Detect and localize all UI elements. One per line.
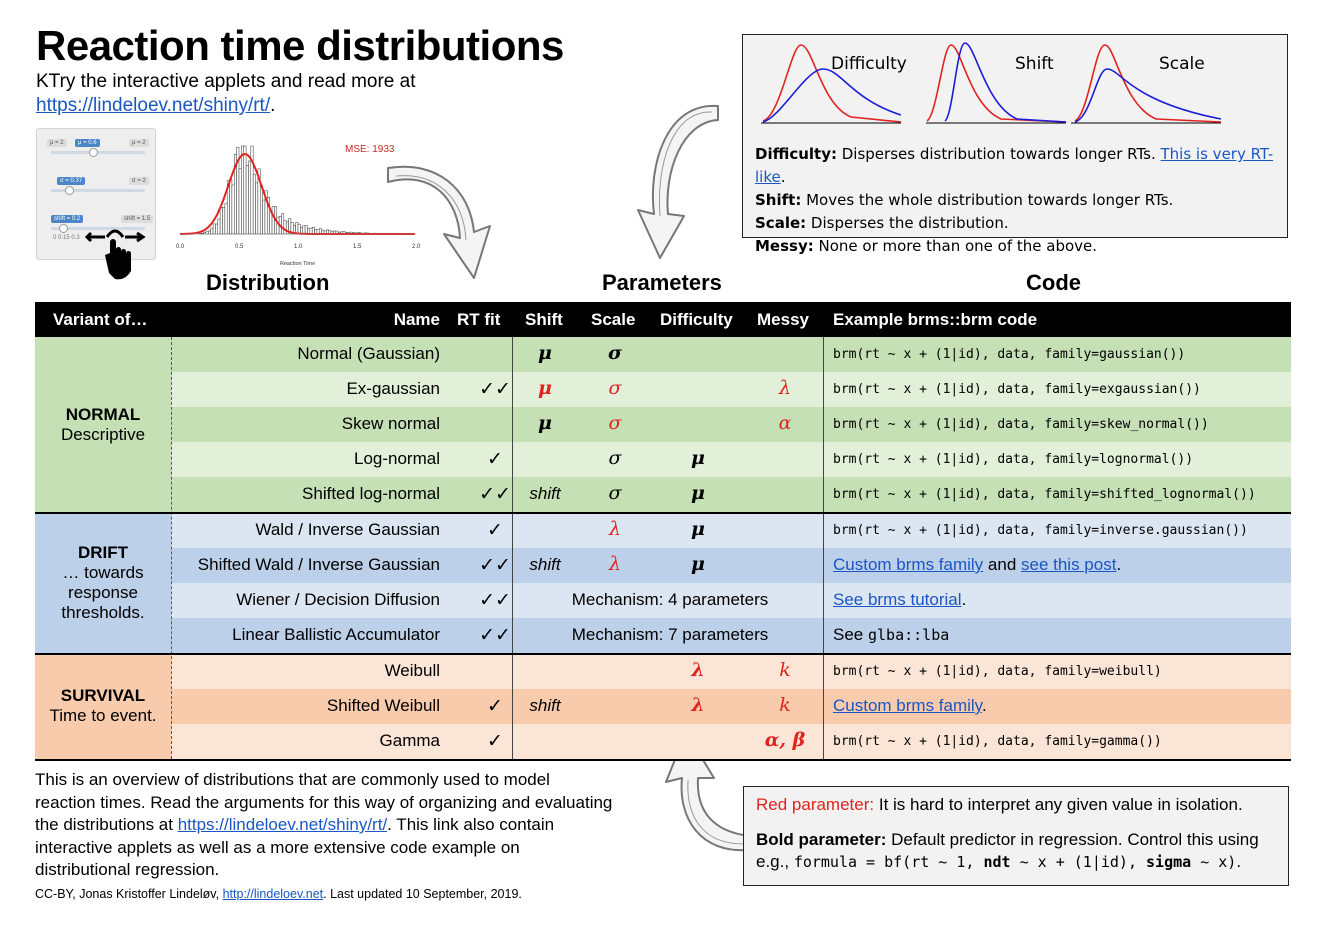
histogram-bar bbox=[218, 219, 220, 234]
histogram-bar bbox=[220, 207, 222, 234]
mu-slider-label: μ = 0.6 bbox=[75, 139, 100, 147]
def-shift: Shift: Moves the whole distribution towards longer RTs. bbox=[755, 191, 1174, 209]
col-shift: Shift bbox=[525, 310, 563, 329]
legend-red: Red parameter: It is hard to interpret any given value in isolation. bbox=[756, 795, 1243, 814]
histogram-tick: 0.0 bbox=[176, 244, 185, 250]
histogram-bar bbox=[222, 208, 224, 234]
brms-tutorial-link[interactable]: See brms tutorial bbox=[833, 590, 962, 609]
variant-survival: SURVIVAL Time to event. bbox=[35, 654, 171, 759]
histogram-bar bbox=[204, 232, 206, 234]
mu-slider[interactable] bbox=[51, 151, 145, 154]
credit-line: CC-BY, Jonas Kristoffer Lindeløv, http://lindeloev.net. Last updated 10 September, 2019. bbox=[35, 887, 522, 901]
curve-label-scale: Scale bbox=[1159, 54, 1205, 74]
page-title: Reaction time distributions bbox=[36, 22, 564, 69]
histogram-tick: 1.0 bbox=[294, 244, 303, 250]
histogram-bar bbox=[241, 146, 243, 234]
overview-paragraph: This is an overview of distributions that are commonly used to model reaction times. Read the arguments for this way of organizing and evaluating the distributions at https://lindeloev.net/shiny/rt/. This link also contain interactive applets as well as a more extensive code example on distributional regression. bbox=[35, 770, 613, 879]
def-scale: Scale: Disperses the distribution. bbox=[755, 214, 1009, 232]
histogram-bar bbox=[298, 224, 300, 234]
histogram-bar bbox=[284, 220, 286, 234]
histogram-bar bbox=[213, 224, 215, 234]
histogram-bar bbox=[208, 231, 210, 234]
custom-family-link-2[interactable]: Custom brms family bbox=[833, 696, 982, 715]
histogram-bar bbox=[303, 226, 305, 234]
see-this-post-link[interactable]: see this post bbox=[1021, 555, 1117, 574]
table-row: Wald / Inverse Gaussian ✓ λ μ brm(rt ~ x + (1|id), data, family=inverse.gaussian()) bbox=[35, 513, 1291, 548]
col-difficulty: Difficulty bbox=[660, 310, 733, 329]
table-header bbox=[35, 302, 1291, 337]
table-row: Log-normal ✓ σ μ brm(rt ~ x + (1|id), data, family=lognormal()) bbox=[35, 442, 1291, 477]
applet-screenshot: μ = 0.6 μ = 2 μ = 2 σ = 0.37 σ = 2 shift = 0.2 shift = 1.5 0 0.15 0.3 bbox=[36, 128, 156, 260]
histogram-bar bbox=[244, 146, 246, 234]
table-row: Skew normal μ σ α brm(rt ~ x + (1|id), data, family=skew_normal()) bbox=[35, 407, 1291, 442]
histogram-bar bbox=[263, 200, 265, 234]
table-row: Shifted Weibull ✓ shift λ k Custom brms family. bbox=[35, 689, 1291, 724]
shape-curves bbox=[751, 35, 1281, 135]
subtitle: KTry the interactive applets and read more at https://lindeloev.net/shiny/rt/. bbox=[36, 71, 416, 116]
author-link[interactable]: http://lindeloev.net bbox=[222, 887, 324, 901]
custom-family-link[interactable]: Custom brms family bbox=[833, 555, 984, 574]
rt-like-link[interactable]: This is very RT-like bbox=[755, 145, 1274, 186]
shift-slider-label: shift = 0.2 bbox=[51, 215, 83, 223]
hand-cursor-icon bbox=[85, 225, 147, 283]
table-row: Shifted log-normal ✓✓ shift σ μ brm(rt ~ x + (1|id), data, family=shifted_lognormal()) bbox=[35, 477, 1291, 512]
mse-label: MSE: 1933 bbox=[345, 144, 395, 155]
histogram-bar bbox=[206, 231, 208, 234]
table-row: Normal (Gaussian) μ σ brm(rt ~ x + (1|id), data, family=gaussian()) bbox=[35, 337, 1291, 372]
arrow-down-left-icon bbox=[626, 96, 726, 266]
histogram-bar bbox=[239, 169, 241, 234]
col-code: Example brms::brm code bbox=[833, 310, 1038, 329]
table-row: Wiener / Decision Diffusion ✓✓ Mechanism: 4 parameters See brms tutorial. bbox=[35, 583, 1291, 618]
histogram-tick: 1.5 bbox=[353, 244, 362, 250]
table-row: Linear Ballistic Accumulator ✓✓ Mechanism: 7 parameters See glba::lba bbox=[35, 618, 1291, 653]
subtitle-text: KTry the interactive applets and read more at bbox=[36, 71, 416, 92]
histogram-tick: 0.5 bbox=[235, 244, 244, 250]
heading-code: Code bbox=[1026, 270, 1081, 295]
col-name: Name bbox=[393, 310, 440, 329]
histogram-tick: 2.0 bbox=[412, 244, 421, 250]
histogram-bar bbox=[248, 161, 250, 234]
histogram-bar bbox=[256, 183, 258, 234]
histogram-bar bbox=[253, 174, 255, 234]
col-scale: Scale bbox=[591, 310, 636, 329]
histogram-bar bbox=[211, 228, 213, 234]
table-row: Weibull λ k brm(rt ~ x + (1|id), data, family=weibull) bbox=[35, 654, 1291, 689]
arrow-down-right-icon bbox=[378, 160, 498, 290]
def-messy: Messy: None or more than one of the above. bbox=[755, 237, 1098, 255]
def-difficulty: Difficulty: Disperses distribution towards longer RTs. This is very RT-like. bbox=[755, 145, 1274, 186]
overview-link[interactable]: https://lindeloev.net/shiny/rt/ bbox=[177, 815, 388, 834]
applet-link[interactable]: https://lindeloev.net/shiny/rt/ bbox=[36, 95, 271, 116]
histogram-bar bbox=[272, 206, 274, 234]
histogram-bar bbox=[230, 179, 232, 234]
histogram-xlabel: Reaction Time bbox=[280, 261, 316, 267]
col-rt-fit: RT fit bbox=[457, 310, 501, 329]
variant-normal: NORMAL Descriptive bbox=[35, 337, 171, 512]
table-row: Shifted Wald / Inverse Gaussian ✓✓ shift λ μ Custom brms family and see this post. bbox=[35, 548, 1291, 583]
curve-label-shift: Shift bbox=[1015, 54, 1054, 74]
variant-drift: DRIFT … towards response thresholds. bbox=[35, 513, 171, 653]
histogram-bar bbox=[296, 223, 298, 234]
histogram-bar bbox=[246, 165, 248, 234]
col-variant: Variant of… bbox=[53, 310, 148, 329]
legend-bold: Bold parameter: Default predictor in regression. Control this using e.g., formula = bf(rt ~ 1, ndt ~ x + (1|id), sigma ~ x). bbox=[756, 830, 1259, 871]
histogram-bar bbox=[232, 185, 234, 234]
info-definitions bbox=[755, 143, 1287, 258]
table-row: Ex-gaussian ✓✓ μ σ λ brm(rt ~ x + (1|id), data, family=exgaussian()) bbox=[35, 372, 1291, 407]
curve-label-difficulty: Difficulty bbox=[831, 54, 907, 74]
histogram-bar bbox=[281, 214, 283, 234]
histogram-bar bbox=[260, 186, 262, 234]
info-box bbox=[742, 34, 1288, 255]
histogram-bar bbox=[312, 227, 314, 234]
histogram-bar bbox=[215, 224, 217, 234]
legend-box bbox=[743, 786, 1289, 886]
histogram-bar bbox=[225, 204, 227, 234]
histogram-bar bbox=[305, 226, 307, 234]
heading-parameters: Parameters bbox=[602, 270, 722, 295]
sigma-slider-label: σ = 0.37 bbox=[57, 177, 85, 185]
col-messy: Messy bbox=[757, 310, 809, 329]
table-row: Gamma ✓ α, β brm(rt ~ x + (1|id), data, family=gamma()) bbox=[35, 724, 1291, 759]
heading-distribution: Distribution bbox=[206, 270, 330, 295]
